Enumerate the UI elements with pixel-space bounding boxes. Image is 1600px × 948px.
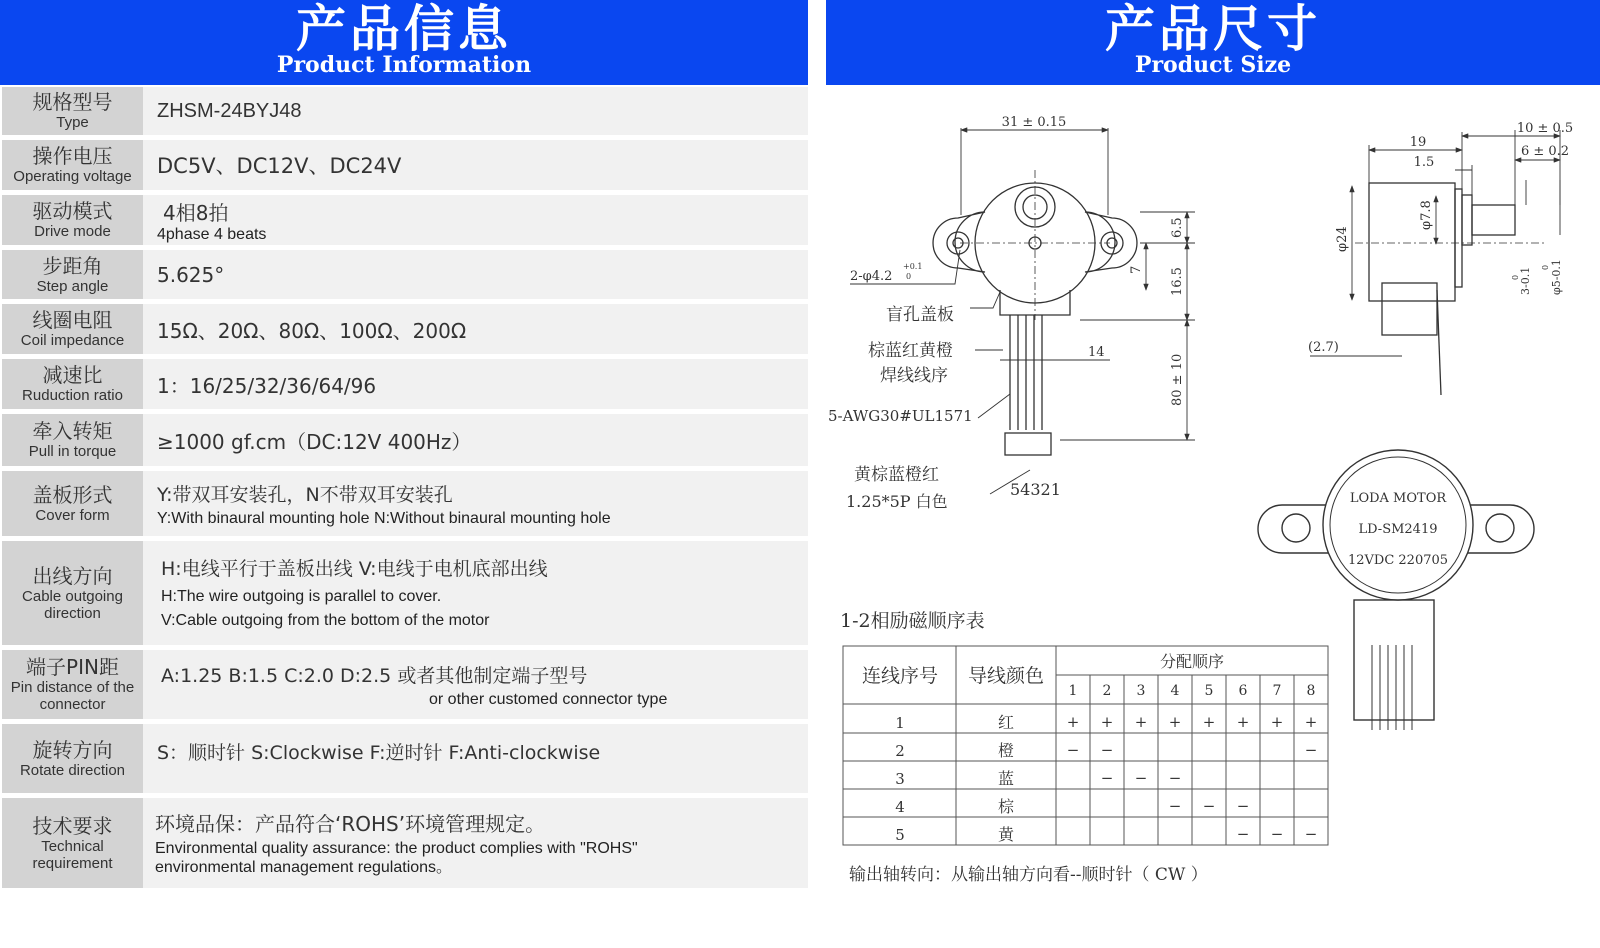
value-secondary: Environmental quality assurance: the product complies with "ROHS" environmental management regulations。 — [155, 840, 638, 876]
callout-cover: 盲孔盖板 — [886, 305, 954, 325]
svg-text:0: 0 — [906, 272, 912, 281]
label-zh: 线圈电阻 — [32, 308, 113, 332]
sequence-cell: + — [1202, 713, 1216, 731]
callout-conn-colors: 黄棕蓝橙红 — [854, 465, 939, 485]
sequence-cell: − — [1100, 741, 1114, 759]
spec-label — [2, 414, 143, 466]
dim-6: 6 ± 0.2 — [1520, 144, 1570, 159]
sequence-cell: + — [1100, 713, 1114, 731]
dim-16-5: 16.5 — [1170, 267, 1185, 296]
label-en: Operating voltage — [13, 168, 132, 185]
svg-text:+0.1: +0.1 — [903, 262, 923, 271]
value-secondary: or other customed connector type — [429, 690, 668, 708]
step-header: 1 — [1068, 683, 1078, 699]
spec-value — [143, 471, 808, 536]
value-primary: 5.625° — [157, 262, 225, 287]
step-header: 4 — [1170, 683, 1180, 699]
value-primary: 环境品保：产品符合‘ROHS’环境管理规定。 — [155, 812, 546, 836]
callout-wire-order: 焊线线序 — [880, 366, 948, 386]
label-zh: 端子PIN距 — [26, 655, 119, 679]
spec-label — [2, 87, 143, 135]
value-primary: ≥1000 gf.cm（DC:12V 400Hz） — [157, 429, 472, 454]
spec-row-rotate-direction — [2, 724, 808, 798]
label-en: Ruduction ratio — [22, 387, 123, 404]
dim-7: 7 — [1129, 265, 1144, 274]
header-title-zh: 产品尺寸 — [1105, 0, 1321, 58]
value-secondary: H:The wire outgoing is parallel to cover. — [161, 588, 442, 605]
spec-value — [143, 724, 808, 793]
sequence-cell: − — [1168, 797, 1182, 815]
col-color-header: 导线颜色 — [967, 665, 1045, 687]
spec-label — [2, 724, 143, 793]
spec-label — [2, 304, 143, 354]
step-header: 2 — [1102, 683, 1112, 699]
step-header: 8 — [1306, 683, 1316, 699]
dim-shaft5: φ5-0.1 — [1550, 259, 1563, 295]
spec-row-torque — [2, 414, 808, 471]
dim-2-7: (2.7) — [1308, 340, 1339, 355]
dim-dia24: φ24 — [1335, 226, 1350, 252]
value-primary: 1：16/25/32/36/64/96 — [157, 373, 377, 398]
label-en: Pull in torque — [28, 443, 117, 460]
label-zh: 技术要求 — [32, 813, 113, 838]
label-zh: 盖板形式 — [32, 482, 113, 507]
sequence-cell: − — [1202, 797, 1216, 815]
spec-row-pin-distance — [2, 650, 808, 724]
spec-label — [2, 250, 143, 299]
sequence-cell: − — [1304, 825, 1318, 843]
motor-label-brand: LODA MOTOR — [1349, 491, 1447, 506]
svg-text:0: 0 — [1541, 264, 1550, 270]
spec-value — [143, 650, 808, 719]
row-number: 4 — [895, 798, 905, 816]
value-primary: 4相8拍 — [163, 200, 229, 225]
mounting-ears — [933, 212, 985, 272]
sequence-cell: − — [1236, 797, 1250, 815]
spec-value — [143, 140, 808, 190]
label-zh: 减速比 — [42, 363, 103, 387]
label-en: Step angle — [36, 277, 109, 295]
spec-row-technical — [2, 798, 808, 888]
sequence-cell: − — [1304, 741, 1318, 759]
dim-holes: 2-φ4.2 — [850, 269, 893, 284]
step-header: 3 — [1136, 683, 1146, 699]
dim-dia78: φ7.8 — [1419, 200, 1434, 230]
connector-pins: 54321 — [1010, 480, 1061, 499]
side-view — [1355, 183, 1545, 395]
callout-awg: 5-AWG30#UL1571 — [828, 407, 973, 425]
spec-label — [2, 541, 143, 645]
spec-value — [143, 195, 808, 245]
step-header: 6 — [1238, 683, 1248, 699]
dim-19: 19 — [1409, 135, 1427, 150]
label-en: Rotate direction — [19, 761, 126, 779]
spec-row-step-angle — [2, 250, 808, 304]
row-color: 橙 — [997, 741, 1015, 760]
label-zh: 旋转方向 — [32, 737, 113, 762]
spec-label — [2, 195, 143, 245]
value-tertiary: V:Cable outgoing from the bottom of the motor — [161, 612, 490, 629]
dim-1-5: 1.5 — [1413, 155, 1435, 170]
product-info-header — [0, 0, 808, 85]
header-title-zh: 产品信息 — [296, 0, 512, 58]
spec-row-type — [2, 87, 808, 140]
dim-shaft3: 3-0.1 — [1519, 266, 1532, 295]
callout-conn-type: 1.25*5P 白色 — [846, 492, 948, 511]
value-primary: DC5V、DC12V、DC24V — [157, 154, 402, 178]
callout-wire-colors: 棕蓝红黄橙 — [868, 341, 953, 361]
dim-width: 31 ± 0.15 — [1001, 115, 1067, 130]
spec-value — [143, 250, 808, 299]
sequence-table-title: 1-2相励磁顺序表 — [840, 610, 985, 632]
label-zh: 出线方向 — [32, 563, 113, 588]
label-en: Technical requirement — [32, 837, 113, 872]
motor-label-model: LD-SM2419 — [1358, 522, 1438, 537]
value-primary: A:1.25 B:1.5 C:2.0 D:2.5 或者其他制定端子型号 — [161, 664, 588, 687]
spec-value — [143, 414, 808, 466]
sequence-cell: − — [1236, 825, 1250, 843]
spec-label — [2, 359, 143, 409]
mounting-ears-right — [1085, 212, 1137, 272]
sequence-cell: − — [1100, 769, 1114, 787]
step-header: 5 — [1204, 683, 1214, 699]
row-color: 黄 — [997, 825, 1015, 844]
spec-value — [143, 359, 808, 409]
dim-14: 14 — [1088, 345, 1105, 360]
svg-text:0: 0 — [1511, 274, 1520, 280]
row-number: 5 — [895, 826, 905, 844]
value-primary: H:电线平行于盖板出线 V:电线于电机底部出线 — [161, 558, 548, 580]
sequence-cell: − — [1066, 741, 1080, 759]
spec-label — [2, 650, 143, 719]
value-primary: ZHSM-24BYJ48 — [157, 99, 302, 122]
label-zh: 规格型号 — [32, 90, 113, 114]
spec-table — [2, 87, 808, 888]
spec-value — [143, 304, 808, 354]
spec-row-cover-form — [2, 471, 808, 541]
dim-cable: 80 ± 10 — [1170, 353, 1185, 406]
sequence-cells — [895, 683, 1317, 844]
row-number: 1 — [895, 714, 905, 732]
sequence-cell: − — [1270, 825, 1284, 843]
header-title-en: Product Information — [276, 52, 532, 78]
col-seq-header: 连线序号 — [861, 665, 939, 687]
sequence-cell: + — [1134, 713, 1148, 731]
row-color: 红 — [997, 713, 1015, 732]
spec-row-drive-mode — [2, 195, 808, 250]
product-size-header — [826, 0, 1600, 85]
label-en: Coil impedance — [20, 332, 125, 349]
label-zh: 步距角 — [42, 253, 103, 278]
sequence-cell: + — [1270, 713, 1284, 731]
spec-row-cable-direction — [2, 541, 808, 650]
connector — [1005, 433, 1051, 455]
value-primary: Y:带双耳安装孔，N不带双耳安装孔 — [157, 483, 453, 506]
label-en: Pin distance of the connector — [10, 679, 135, 713]
value-primary: S：顺时针 S:Clockwise F:逆时针 F:Anti-clockwise — [157, 742, 601, 764]
spec-row-reduction-ratio — [2, 359, 808, 414]
label-zh: 驱动模式 — [32, 199, 113, 223]
spec-row-voltage — [2, 140, 808, 195]
spec-label — [2, 798, 143, 888]
value-secondary: Y:With binaural mounting hole N:Without binaural mounting hole — [157, 509, 611, 527]
spec-value — [143, 541, 808, 645]
spec-label — [2, 140, 143, 190]
label-en: Cover form — [35, 506, 110, 524]
sequence-cell: + — [1236, 713, 1250, 731]
sequence-cell: − — [1134, 769, 1148, 787]
row-number: 3 — [895, 770, 905, 788]
dimension-drawing — [826, 85, 1600, 948]
label-en: Type — [56, 114, 89, 131]
sequence-cell: + — [1066, 713, 1080, 731]
sequence-cell: − — [1168, 769, 1182, 787]
sequence-cell: + — [1304, 713, 1318, 731]
row-color: 蓝 — [997, 769, 1015, 788]
row-number: 2 — [895, 742, 905, 760]
label-en: Drive mode — [34, 223, 111, 240]
row-color: 棕 — [997, 797, 1015, 816]
col-group-header: 分配顺序 — [1159, 652, 1225, 671]
header-title-en: Product Size — [1134, 52, 1292, 78]
label-zh: 操作电压 — [32, 144, 113, 168]
sequence-cell: + — [1168, 713, 1182, 731]
label-zh: 牵入转矩 — [32, 419, 113, 443]
spec-label — [2, 471, 143, 536]
spec-value — [143, 87, 808, 135]
step-header: 7 — [1272, 683, 1282, 699]
dim-10: 10 ± 0.5 — [1516, 121, 1574, 136]
value-primary: 15Ω、20Ω、80Ω、100Ω、200Ω — [157, 318, 467, 343]
rotation-note: 输出轴转向：从输出轴方向看--顺时针（ CW ） — [849, 865, 1208, 885]
motor-label-spec: 12VDC 220705 — [1347, 553, 1449, 568]
value-secondary: 4phase 4 beats — [157, 225, 267, 243]
spec-row-coil-impedance — [2, 304, 808, 359]
label-en: Cable outgoing direction — [22, 587, 123, 622]
dim-6-5: 6.5 — [1170, 217, 1185, 238]
spec-value — [143, 798, 808, 888]
